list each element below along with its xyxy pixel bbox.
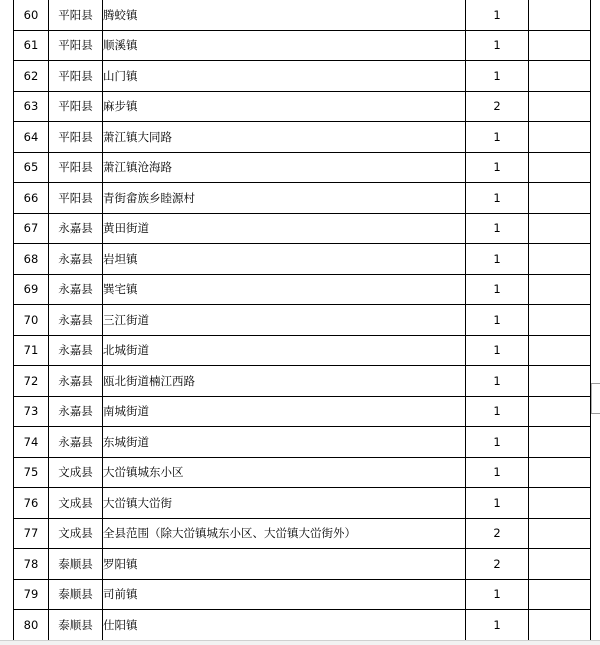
empty-cell: [529, 335, 591, 366]
empty-cell: [529, 549, 591, 580]
row-number: 61: [14, 30, 49, 61]
quantity-cell: 1: [466, 457, 529, 488]
table-row: [14, 152, 591, 183]
county-cell: 文成县: [49, 457, 103, 488]
quantity-cell: 2: [466, 91, 529, 122]
empty-cell: [529, 457, 591, 488]
county-cell: 永嘉县: [49, 366, 103, 397]
county-cell: 泰顺县: [49, 579, 103, 610]
table-row: [14, 518, 591, 549]
row-number: 73: [14, 396, 49, 427]
page-edge-marker: [591, 383, 592, 413]
quantity-cell: 1: [466, 610, 529, 641]
table-row: [14, 183, 591, 214]
table-row: [14, 396, 591, 427]
table-row: [14, 30, 591, 61]
table-row: [14, 213, 591, 244]
place-cell: 瓯北街道楠江西路: [103, 366, 466, 397]
quantity-cell: 1: [466, 152, 529, 183]
quantity-cell: 1: [466, 335, 529, 366]
row-number: 70: [14, 305, 49, 336]
place-cell: 仕阳镇: [103, 610, 466, 641]
place-cell: 青街畲族乡睦源村: [103, 183, 466, 214]
county-cell: 平阳县: [49, 183, 103, 214]
empty-cell: [529, 305, 591, 336]
empty-cell: [529, 30, 591, 61]
county-cell: 永嘉县: [49, 335, 103, 366]
place-cell: 顺溪镇: [103, 30, 466, 61]
empty-cell: [529, 427, 591, 458]
county-cell: 平阳县: [49, 30, 103, 61]
county-cell: 平阳县: [49, 0, 103, 30]
table-row: [14, 305, 591, 336]
table-row: [14, 274, 591, 305]
empty-cell: [529, 213, 591, 244]
place-cell: 全县范围（除大峃镇城东小区、大峃镇大峃街外）: [103, 518, 466, 549]
place-cell: 司前镇: [103, 579, 466, 610]
row-number: 64: [14, 122, 49, 153]
table-row: [14, 335, 591, 366]
quantity-cell: 1: [466, 427, 529, 458]
empty-cell: [529, 152, 591, 183]
place-cell: 黄田街道: [103, 213, 466, 244]
empty-cell: [529, 488, 591, 519]
table-row: [14, 61, 591, 92]
table-row: [14, 427, 591, 458]
bottom-scroll-strip: [0, 640, 600, 645]
county-cell: 永嘉县: [49, 244, 103, 275]
county-cell: 泰顺县: [49, 610, 103, 641]
place-cell: 麻步镇: [103, 91, 466, 122]
table-body: [14, 0, 591, 640]
row-number: 75: [14, 457, 49, 488]
quantity-cell: 1: [466, 305, 529, 336]
row-number: 67: [14, 213, 49, 244]
place-cell: 大峃镇大峃街: [103, 488, 466, 519]
place-cell: 三江街道: [103, 305, 466, 336]
place-cell: 萧江镇大同路: [103, 122, 466, 153]
place-cell: 北城街道: [103, 335, 466, 366]
quantity-cell: 1: [466, 366, 529, 397]
quantity-cell: 1: [466, 213, 529, 244]
row-number: 65: [14, 152, 49, 183]
empty-cell: [529, 91, 591, 122]
county-cell: 平阳县: [49, 152, 103, 183]
place-cell: 东城街道: [103, 427, 466, 458]
county-cell: 永嘉县: [49, 427, 103, 458]
table-row: [14, 610, 591, 641]
quantity-cell: 1: [466, 61, 529, 92]
empty-cell: [529, 0, 591, 30]
quantity-cell: 1: [466, 488, 529, 519]
table-row: [14, 488, 591, 519]
row-number: 63: [14, 91, 49, 122]
quantity-cell: 2: [466, 518, 529, 549]
row-number: 60: [14, 0, 49, 30]
row-number: 78: [14, 549, 49, 580]
page-edge-tick: [591, 383, 600, 384]
empty-cell: [529, 122, 591, 153]
row-number: 77: [14, 518, 49, 549]
place-cell: 南城街道: [103, 396, 466, 427]
empty-cell: [529, 61, 591, 92]
place-cell: 萧江镇沧海路: [103, 152, 466, 183]
row-number: 71: [14, 335, 49, 366]
quantity-cell: 1: [466, 579, 529, 610]
empty-cell: [529, 244, 591, 275]
row-number: 76: [14, 488, 49, 519]
location-table: [13, 0, 591, 641]
empty-cell: [529, 610, 591, 641]
place-cell: 巽宅镇: [103, 274, 466, 305]
county-cell: 平阳县: [49, 122, 103, 153]
empty-cell: [529, 518, 591, 549]
county-cell: 永嘉县: [49, 213, 103, 244]
empty-cell: [529, 396, 591, 427]
table-row: [14, 579, 591, 610]
row-number: 74: [14, 427, 49, 458]
county-cell: 永嘉县: [49, 396, 103, 427]
quantity-cell: 1: [466, 0, 529, 30]
county-cell: 平阳县: [49, 91, 103, 122]
row-number: 68: [14, 244, 49, 275]
empty-cell: [529, 579, 591, 610]
county-cell: 文成县: [49, 518, 103, 549]
quantity-cell: 1: [466, 183, 529, 214]
row-number: 69: [14, 274, 49, 305]
row-number: 80: [14, 610, 49, 641]
county-cell: 泰顺县: [49, 549, 103, 580]
county-cell: 永嘉县: [49, 305, 103, 336]
table-row: [14, 122, 591, 153]
place-cell: 山门镇: [103, 61, 466, 92]
row-number: 62: [14, 61, 49, 92]
place-cell: 腾蛟镇: [103, 0, 466, 30]
table-row: [14, 91, 591, 122]
table-row: [14, 244, 591, 275]
quantity-cell: 1: [466, 396, 529, 427]
county-cell: 平阳县: [49, 61, 103, 92]
quantity-cell: 1: [466, 122, 529, 153]
quantity-cell: 1: [466, 244, 529, 275]
row-number: 66: [14, 183, 49, 214]
place-cell: 罗阳镇: [103, 549, 466, 580]
table-row: [14, 366, 591, 397]
county-cell: 永嘉县: [49, 274, 103, 305]
table-row: [14, 457, 591, 488]
place-cell: 岩坦镇: [103, 244, 466, 275]
quantity-cell: 1: [466, 274, 529, 305]
empty-cell: [529, 274, 591, 305]
page-edge-tick: [591, 413, 600, 414]
table-row: [14, 549, 591, 580]
empty-cell: [529, 366, 591, 397]
place-cell: 大峃镇城东小区: [103, 457, 466, 488]
table-row: [14, 0, 591, 30]
empty-cell: [529, 183, 591, 214]
quantity-cell: 2: [466, 549, 529, 580]
quantity-cell: 1: [466, 30, 529, 61]
county-cell: 文成县: [49, 488, 103, 519]
row-number: 72: [14, 366, 49, 397]
row-number: 79: [14, 579, 49, 610]
